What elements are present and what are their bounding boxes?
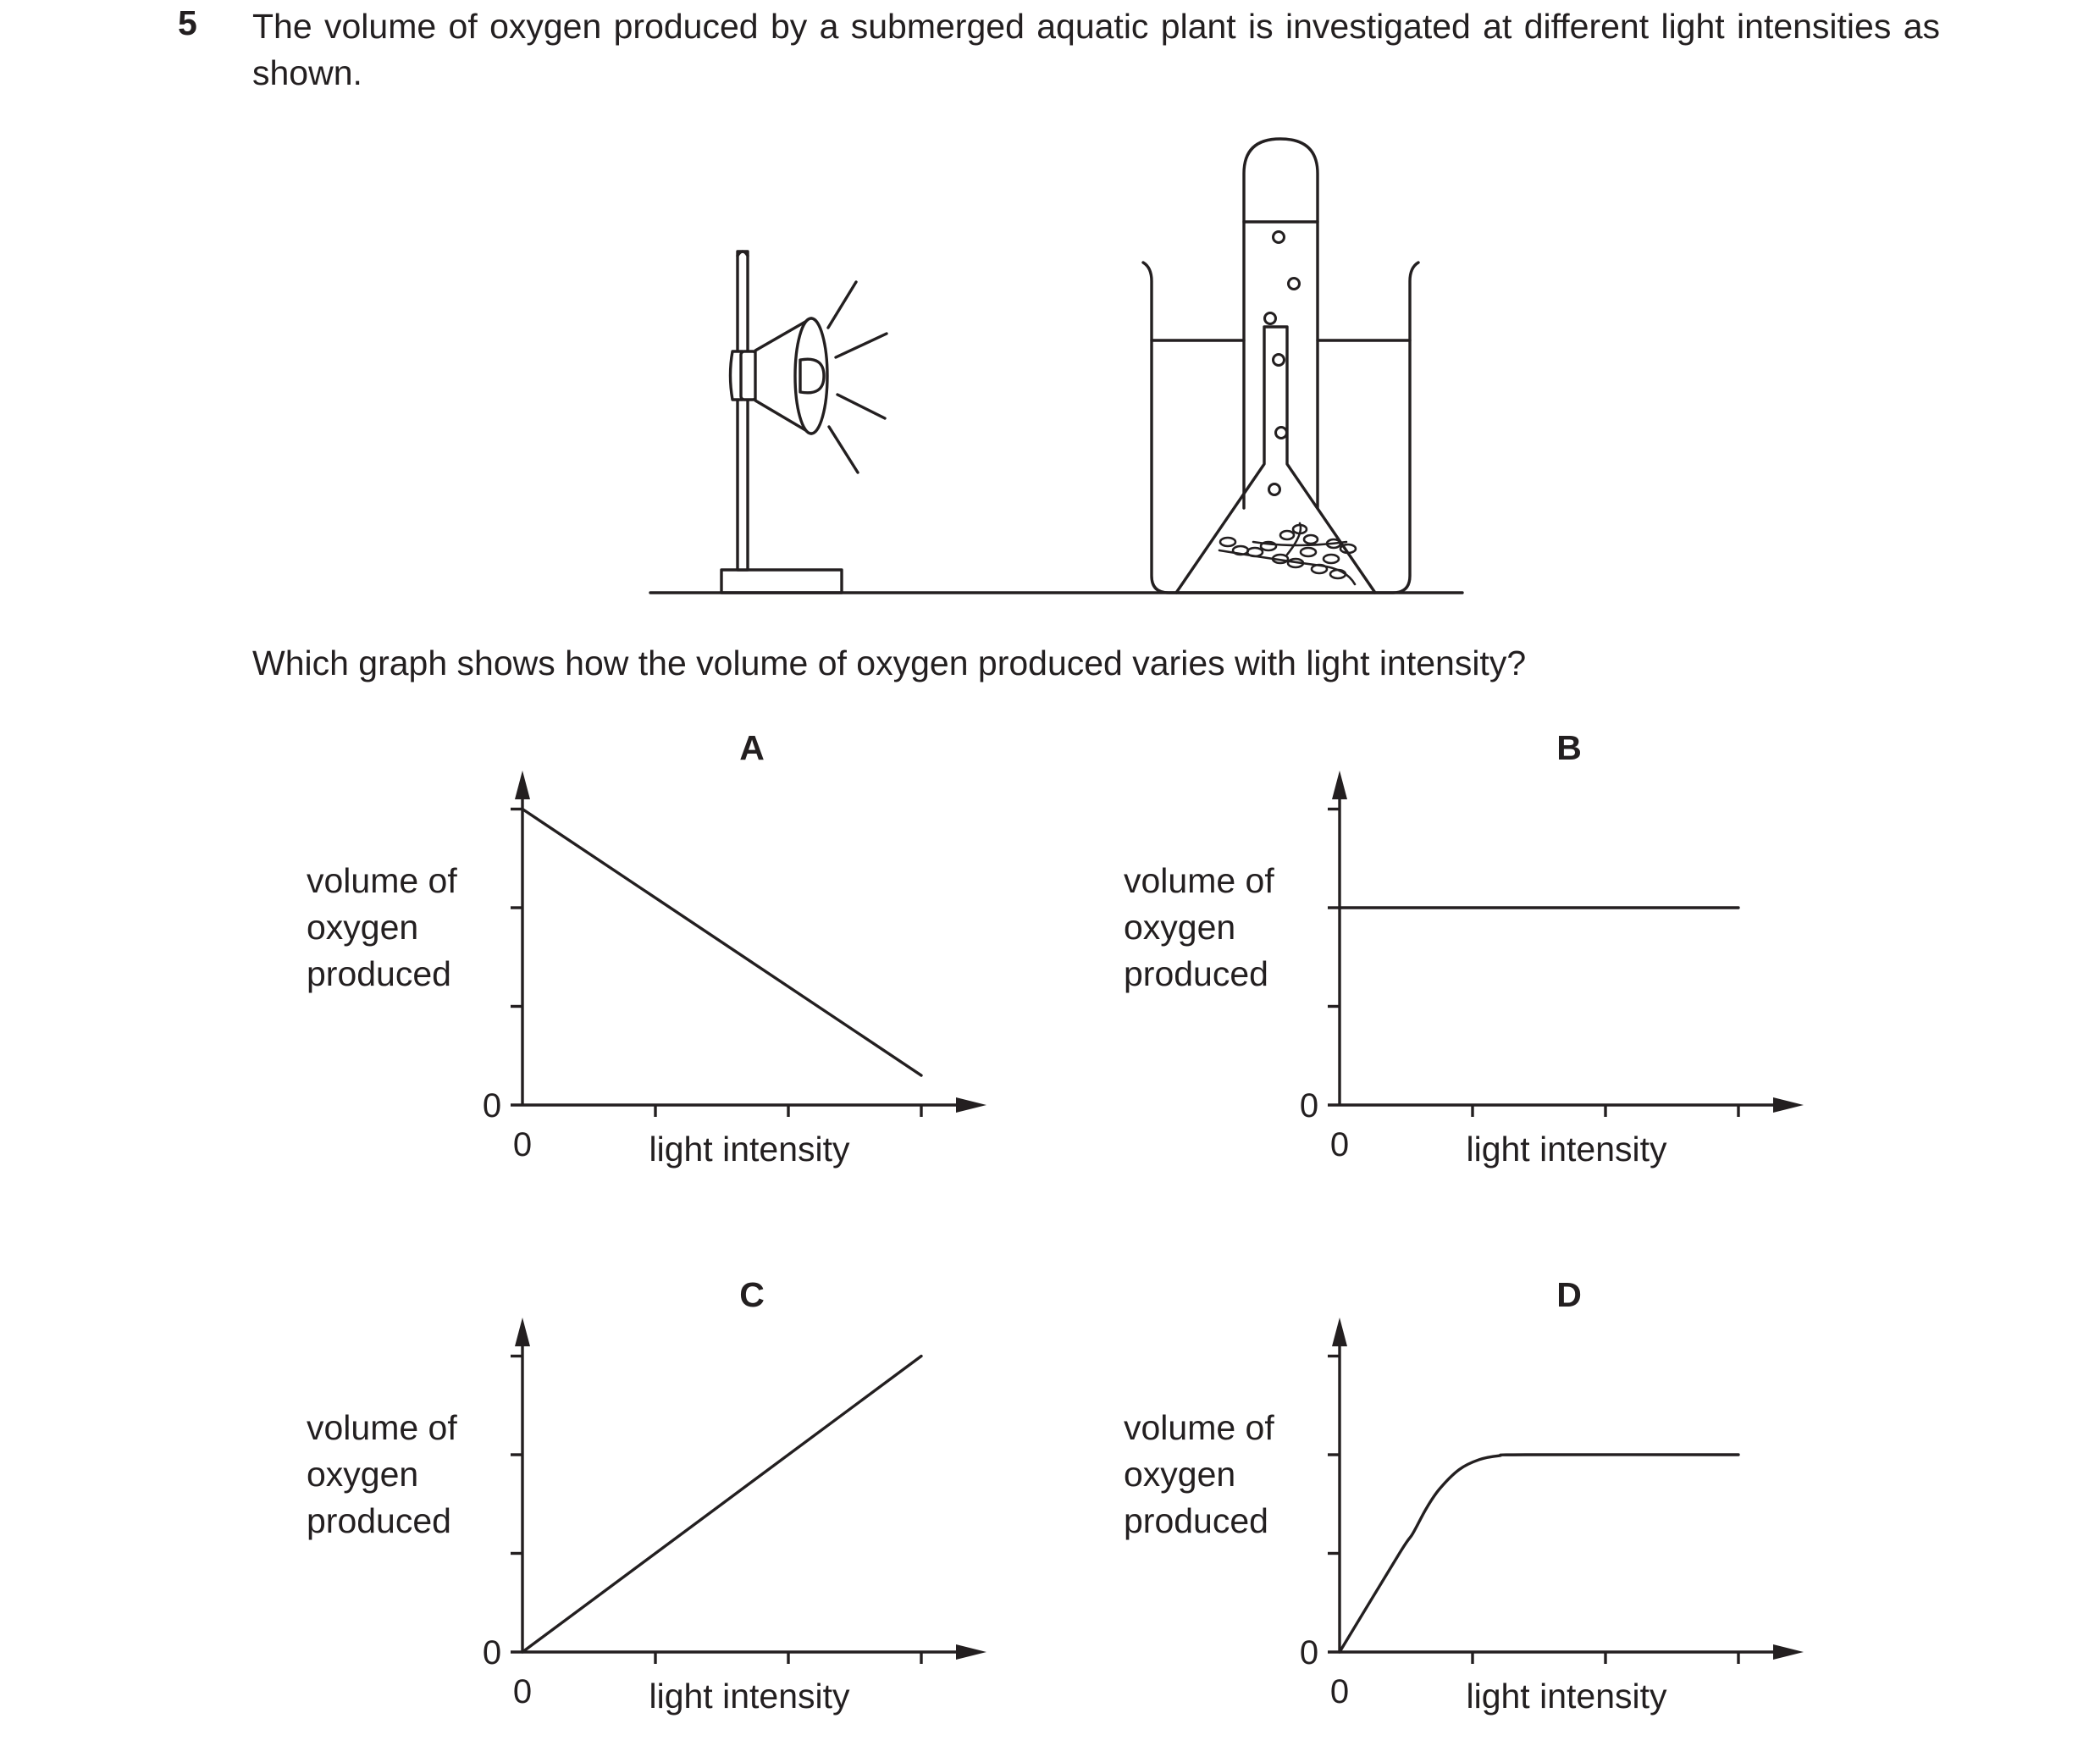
graph-c-x-label: light intensity [649,1677,850,1716]
graph-c-letter: C [739,1275,765,1314]
graph-c-y-label-line: oxygen [307,1455,419,1494]
graph-b-y-label-line: produced [1124,954,1268,993]
graph-b-y-axis-arrow [1332,771,1347,799]
graph-d-x-origin-label: 0 [1329,1673,1350,1710]
graph-c-y-label-line: produced [307,1501,451,1540]
question-number: 5 [178,3,197,42]
graph-d-y-label-line: volume of [1124,1408,1274,1447]
graph-b-x-origin-label: 0 [1329,1126,1350,1163]
graph-b-letter: B [1556,728,1582,767]
graph-d-x-axis-arrow [1773,1644,1804,1660]
graph-c-series-line [522,1356,921,1653]
graph-c-y-origin-label: 0 [482,1634,502,1671]
graph-a-series-line [522,809,921,1076]
graph-c-y-axis-arrow [515,1318,530,1346]
graph-c-x-origin-label: 0 [512,1673,533,1710]
graph-a-x-origin-label: 0 [512,1126,533,1163]
graph-d-y-label-line: oxygen [1124,1455,1236,1494]
graph-d-y-label-line: produced [1124,1501,1268,1540]
graph-b-y-label-line: oxygen [1124,908,1236,947]
graph-a-x-axis-arrow [956,1097,986,1113]
graph-a-y-label-line: produced [307,954,451,993]
graph-b-y-label-line: volume of [1124,861,1274,900]
graph-c-y-label-line: volume of [307,1408,457,1447]
graph-c-x-axis-arrow [956,1644,986,1660]
graph-d-letter: D [1556,1275,1582,1314]
graph-b-x-label: light intensity [1466,1130,1667,1169]
question-stem: The volume of oxygen produced by a submerged aquatic plant is investigated at different light intensities as shown. [252,7,1940,92]
graph-a-y-axis-arrow [515,771,530,799]
graph-a-x-label: light intensity [649,1130,850,1169]
graph-d-y-origin-label: 0 [1299,1634,1319,1671]
graph-b-y-origin-label: 0 [1299,1087,1319,1124]
graph-d-x-label: light intensity [1466,1677,1667,1716]
graph-a-y-label-line: oxygen [307,908,419,947]
question-prompt: Which graph shows how the volume of oxygen produced varies with light intensity? [252,644,1527,682]
graph-a-y-origin-label: 0 [482,1087,502,1124]
graph-b-x-axis-arrow [1773,1097,1804,1113]
graph-a-y-label-line: volume of [307,861,457,900]
graph-a-letter: A [739,728,765,767]
graph-d-series-line [1340,1455,1738,1652]
graph-d-y-axis-arrow [1332,1318,1347,1346]
